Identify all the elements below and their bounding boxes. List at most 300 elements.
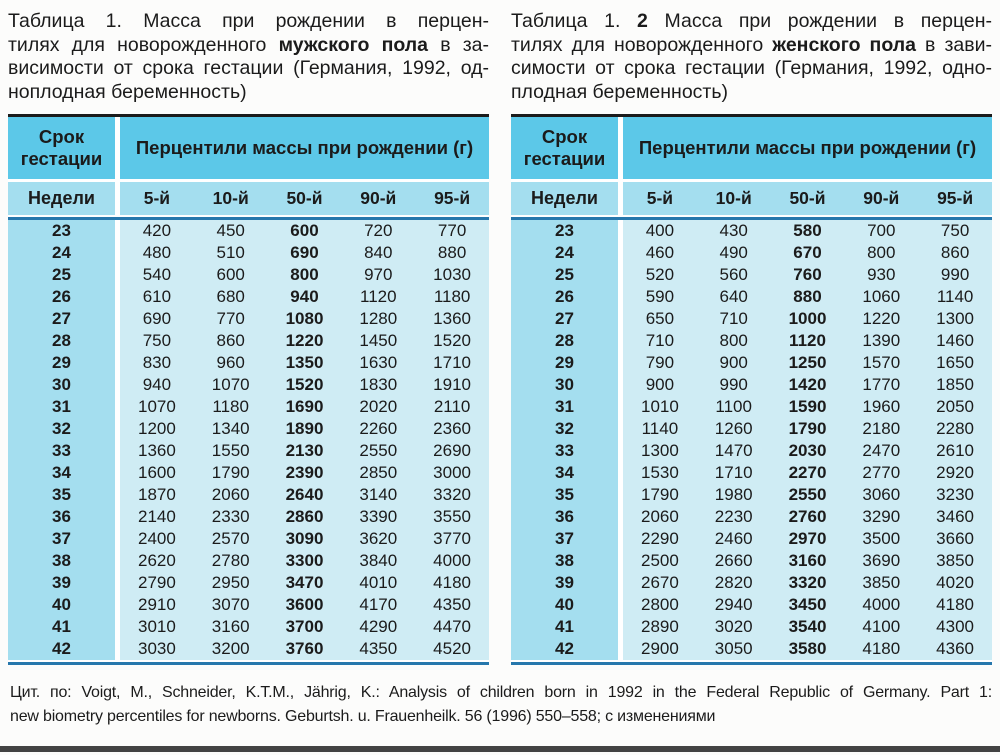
value-cell: 4520	[415, 638, 489, 660]
value-cell: 2820	[697, 572, 771, 594]
value-cell: 3600	[268, 594, 342, 616]
value-cell: 760	[771, 264, 845, 286]
value-cell: 2060	[623, 506, 697, 528]
value-cell: 2620	[120, 550, 194, 572]
table-row	[511, 352, 992, 374]
value-cell: 1650	[918, 352, 992, 374]
value-cell: 3200	[194, 638, 268, 660]
value-cell: 800	[844, 242, 918, 264]
value-cell: 3030	[120, 638, 194, 660]
value-cell: 1710	[415, 352, 489, 374]
value-cell: 650	[623, 308, 697, 330]
table-row	[511, 396, 992, 418]
value-cell: 990	[918, 264, 992, 286]
value-cell: 2550	[341, 440, 415, 462]
value-cell: 3690	[844, 550, 918, 572]
value-cell: 840	[341, 242, 415, 264]
value-cell: 4180	[918, 594, 992, 616]
value-cell: 1520	[415, 330, 489, 352]
value-cell: 880	[771, 286, 845, 308]
value-cell: 2130	[268, 440, 342, 462]
value-cell: 750	[120, 330, 194, 352]
value-cell: 1060	[844, 286, 918, 308]
value-cell: 3070	[194, 594, 268, 616]
value-cell: 1000	[771, 308, 845, 330]
week-cell: 32	[8, 418, 120, 440]
value-cell: 1360	[120, 440, 194, 462]
value-cell: 2020	[341, 396, 415, 418]
value-cell: 3020	[697, 616, 771, 638]
value-cell: 3140	[341, 484, 415, 506]
value-cell: 2030	[771, 440, 845, 462]
value-cell: 2230	[697, 506, 771, 528]
week-cell: 23	[8, 220, 120, 242]
value-cell: 4000	[844, 594, 918, 616]
percentile-col-header: 10-й	[697, 182, 771, 215]
table-row	[511, 330, 992, 352]
table-row	[8, 572, 489, 594]
value-cell: 2400	[120, 528, 194, 550]
value-cell: 1180	[194, 396, 268, 418]
value-cell: 610	[120, 286, 194, 308]
week-cell: 23	[511, 220, 623, 242]
value-cell: 1300	[623, 440, 697, 462]
value-cell: 1340	[194, 418, 268, 440]
value-cell: 2970	[771, 528, 845, 550]
value-cell: 930	[844, 264, 918, 286]
table-row	[8, 264, 489, 286]
value-cell: 3550	[415, 506, 489, 528]
value-cell: 690	[120, 308, 194, 330]
table-row	[511, 374, 992, 396]
value-cell: 3230	[918, 484, 992, 506]
value-cell: 1220	[268, 330, 342, 352]
week-cell: 41	[511, 616, 623, 638]
value-cell: 1830	[341, 374, 415, 396]
table-row	[511, 264, 992, 286]
table-title	[8, 10, 489, 106]
value-cell: 1360	[415, 308, 489, 330]
value-cell: 1140	[623, 418, 697, 440]
week-cell: 28	[8, 330, 120, 352]
table-title-line: Таблица 1. Масса при рождении в перцен-	[8, 10, 489, 32]
value-cell: 4350	[341, 638, 415, 660]
value-cell: 720	[341, 220, 415, 242]
value-cell: 880	[415, 242, 489, 264]
value-cell: 4180	[415, 572, 489, 594]
table-body	[511, 220, 992, 660]
value-cell: 2780	[194, 550, 268, 572]
week-cell: 27	[8, 308, 120, 330]
table-title-line: симости от срока гестации (Германия, 1992, одно-	[511, 57, 992, 79]
value-cell: 1300	[918, 308, 992, 330]
percentile-col-header: 90-й	[844, 182, 918, 215]
value-cell: 4300	[918, 616, 992, 638]
value-cell: 3000	[415, 462, 489, 484]
value-cell: 2500	[623, 550, 697, 572]
table-row	[8, 220, 489, 242]
value-cell: 2460	[697, 528, 771, 550]
value-cell: 750	[918, 220, 992, 242]
value-cell: 670	[771, 242, 845, 264]
value-cell: 2760	[771, 506, 845, 528]
value-cell: 940	[268, 286, 342, 308]
value-cell: 3320	[415, 484, 489, 506]
value-cell: 4180	[844, 638, 918, 660]
table-row	[8, 616, 489, 638]
citation-line: Цит. по: Voigt, M., Schneider, K.T.M., Jährig, K.: Analysis of children born in 1992 in the Federal Republic of Germany. Part 1:	[10, 684, 992, 701]
value-cell: 3540	[771, 616, 845, 638]
table-row	[511, 308, 992, 330]
value-cell: 2770	[844, 462, 918, 484]
table-body	[8, 220, 489, 660]
value-cell: 3390	[341, 506, 415, 528]
value-cell: 2330	[194, 506, 268, 528]
percentile-col-header: 50-й	[268, 182, 342, 215]
value-cell: 2950	[194, 572, 268, 594]
value-cell: 3770	[415, 528, 489, 550]
value-cell: 2290	[623, 528, 697, 550]
week-cell: 36	[511, 506, 623, 528]
value-cell: 4100	[844, 616, 918, 638]
week-cell: 42	[8, 638, 120, 660]
value-cell: 2470	[844, 440, 918, 462]
value-cell: 1350	[268, 352, 342, 374]
table-title-line: Таблица 1. 2 Масса при рождении в перцен-	[511, 10, 993, 32]
week-cell: 30	[511, 374, 623, 396]
value-cell: 2920	[918, 462, 992, 484]
value-cell: 560	[697, 264, 771, 286]
value-cell: 3760	[268, 638, 342, 660]
value-cell: 640	[697, 286, 771, 308]
value-cell: 3850	[844, 572, 918, 594]
value-cell: 1550	[194, 440, 268, 462]
value-cell: 2690	[415, 440, 489, 462]
table-row	[8, 396, 489, 418]
value-cell: 1690	[268, 396, 342, 418]
value-cell: 4010	[341, 572, 415, 594]
gestation-header-line1: Срок	[541, 126, 588, 147]
value-cell: 2280	[918, 418, 992, 440]
week-cell: 24	[8, 242, 120, 264]
value-cell: 1520	[268, 374, 342, 396]
value-cell: 1120	[771, 330, 845, 352]
table-row	[8, 374, 489, 396]
table-boys-block	[8, 10, 489, 665]
value-cell: 990	[697, 374, 771, 396]
gestation-header-line2: гестации	[20, 148, 103, 169]
value-cell: 1200	[120, 418, 194, 440]
value-cell: 1530	[623, 462, 697, 484]
table-row	[511, 506, 992, 528]
value-cell: 2270	[771, 462, 845, 484]
gestation-header-cell	[8, 117, 120, 179]
table-row	[511, 616, 992, 638]
value-cell: 1030	[415, 264, 489, 286]
value-cell: 3050	[697, 638, 771, 660]
week-cell: 26	[511, 286, 623, 308]
value-cell: 2610	[918, 440, 992, 462]
value-cell: 590	[623, 286, 697, 308]
week-cell: 33	[511, 440, 623, 462]
week-cell: 31	[8, 396, 120, 418]
value-cell: 770	[415, 220, 489, 242]
value-cell: 3500	[844, 528, 918, 550]
value-cell: 3090	[268, 528, 342, 550]
value-cell: 1250	[771, 352, 845, 374]
table-row	[511, 462, 992, 484]
table-row	[511, 440, 992, 462]
value-cell: 480	[120, 242, 194, 264]
value-cell: 1770	[844, 374, 918, 396]
value-cell: 3300	[268, 550, 342, 572]
value-cell: 1870	[120, 484, 194, 506]
value-cell: 1260	[697, 418, 771, 440]
table-row	[511, 638, 992, 660]
week-cell: 38	[511, 550, 623, 572]
value-cell: 400	[623, 220, 697, 242]
week-cell: 25	[511, 264, 623, 286]
value-cell: 680	[194, 286, 268, 308]
week-cell: 29	[8, 352, 120, 374]
value-cell: 2360	[415, 418, 489, 440]
value-cell: 2790	[120, 572, 194, 594]
value-cell: 2050	[918, 396, 992, 418]
value-cell: 970	[341, 264, 415, 286]
table-row	[511, 550, 992, 572]
value-cell: 2140	[120, 506, 194, 528]
value-cell: 3580	[771, 638, 845, 660]
two-column-layout	[8, 10, 992, 665]
week-cell: 36	[8, 506, 120, 528]
percentile-col-header: 5-й	[623, 182, 697, 215]
table-row	[8, 484, 489, 506]
table-row	[8, 330, 489, 352]
table-title-line: тилях для новорожденного мужского пола в за-	[8, 33, 490, 56]
value-cell: 3290	[844, 506, 918, 528]
value-cell: 1630	[341, 352, 415, 374]
table-bottom-rule	[8, 662, 489, 665]
value-cell: 2860	[268, 506, 342, 528]
week-cell: 31	[511, 396, 623, 418]
week-cell: 34	[8, 462, 120, 484]
value-cell: 900	[697, 352, 771, 374]
value-cell: 830	[120, 352, 194, 374]
week-cell: 34	[511, 462, 623, 484]
table-row	[8, 462, 489, 484]
value-cell: 4350	[415, 594, 489, 616]
value-cell: 1600	[120, 462, 194, 484]
value-cell: 3620	[341, 528, 415, 550]
value-cell: 1470	[697, 440, 771, 462]
value-cell: 940	[120, 374, 194, 396]
value-cell: 490	[697, 242, 771, 264]
week-cell: 24	[511, 242, 623, 264]
value-cell: 1790	[623, 484, 697, 506]
value-cell: 1070	[120, 396, 194, 418]
value-cell: 600	[194, 264, 268, 286]
citation-footer	[10, 681, 992, 729]
value-cell: 2850	[341, 462, 415, 484]
table-row	[8, 418, 489, 440]
week-cell: 40	[511, 594, 623, 616]
week-cell: 30	[8, 374, 120, 396]
value-cell: 1180	[415, 286, 489, 308]
value-cell: 3700	[268, 616, 342, 638]
table-row	[8, 308, 489, 330]
value-cell: 4020	[918, 572, 992, 594]
value-cell: 800	[268, 264, 342, 286]
week-cell: 29	[511, 352, 623, 374]
value-cell: 1570	[844, 352, 918, 374]
value-cell: 1280	[341, 308, 415, 330]
value-cell: 520	[623, 264, 697, 286]
table-row	[8, 506, 489, 528]
value-cell: 1080	[268, 308, 342, 330]
value-cell: 770	[194, 308, 268, 330]
value-cell: 3460	[918, 506, 992, 528]
week-cell: 35	[511, 484, 623, 506]
table-row	[8, 352, 489, 374]
weeks-header-cell: Недели	[511, 182, 623, 215]
value-cell: 1120	[341, 286, 415, 308]
value-cell: 2640	[268, 484, 342, 506]
value-cell: 2550	[771, 484, 845, 506]
percentiles-span-header: Перцентили массы при рождении (г)	[120, 117, 489, 179]
value-cell: 3470	[268, 572, 342, 594]
value-cell: 1790	[194, 462, 268, 484]
value-cell: 1980	[697, 484, 771, 506]
value-cell: 2800	[623, 594, 697, 616]
percentile-col-header: 5-й	[120, 182, 194, 215]
value-cell: 860	[194, 330, 268, 352]
table-title-line: плодная беременность)	[511, 80, 728, 103]
table-girls-block	[511, 10, 992, 665]
value-cell: 1790	[771, 418, 845, 440]
week-cell: 41	[8, 616, 120, 638]
value-cell: 3850	[918, 550, 992, 572]
gestation-header-line2: гестации	[523, 148, 606, 169]
value-cell: 420	[120, 220, 194, 242]
value-cell: 2110	[415, 396, 489, 418]
week-cell: 28	[511, 330, 623, 352]
table-row	[8, 594, 489, 616]
gestation-header-line1: Срок	[38, 126, 85, 147]
week-cell: 35	[8, 484, 120, 506]
value-cell: 690	[268, 242, 342, 264]
value-cell: 580	[771, 220, 845, 242]
value-cell: 540	[120, 264, 194, 286]
table-row	[511, 528, 992, 550]
week-cell: 38	[8, 550, 120, 572]
table-title	[511, 10, 992, 106]
value-cell: 2390	[268, 462, 342, 484]
value-cell: 2940	[697, 594, 771, 616]
table-header-row1	[511, 117, 992, 179]
weeks-header-cell: Недели	[8, 182, 120, 215]
value-cell: 2910	[120, 594, 194, 616]
value-cell: 1910	[415, 374, 489, 396]
value-cell: 3840	[341, 550, 415, 572]
table-title-line: ноплодная беременность)	[8, 80, 247, 103]
table-row	[511, 286, 992, 308]
value-cell: 460	[623, 242, 697, 264]
value-cell: 4360	[918, 638, 992, 660]
table-row	[8, 528, 489, 550]
value-cell: 790	[623, 352, 697, 374]
value-cell: 1890	[268, 418, 342, 440]
week-cell: 42	[511, 638, 623, 660]
value-cell: 3060	[844, 484, 918, 506]
table-row	[8, 440, 489, 462]
value-cell: 3660	[918, 528, 992, 550]
value-cell: 510	[194, 242, 268, 264]
percentile-table	[8, 114, 489, 665]
table-row	[8, 550, 489, 572]
value-cell: 4000	[415, 550, 489, 572]
week-cell: 32	[511, 418, 623, 440]
value-cell: 860	[918, 242, 992, 264]
value-cell: 1220	[844, 308, 918, 330]
value-cell: 600	[268, 220, 342, 242]
value-cell: 3160	[771, 550, 845, 572]
value-cell: 3160	[194, 616, 268, 638]
value-cell: 2260	[341, 418, 415, 440]
value-cell: 4170	[341, 594, 415, 616]
value-cell: 710	[623, 330, 697, 352]
percentile-col-header: 90-й	[341, 182, 415, 215]
week-cell: 39	[8, 572, 120, 594]
value-cell: 800	[697, 330, 771, 352]
table-row	[8, 638, 489, 660]
value-cell: 1100	[697, 396, 771, 418]
table-row	[511, 572, 992, 594]
value-cell: 1450	[341, 330, 415, 352]
value-cell: 1710	[697, 462, 771, 484]
value-cell: 2180	[844, 418, 918, 440]
value-cell: 1460	[918, 330, 992, 352]
value-cell: 450	[194, 220, 268, 242]
table-row	[8, 242, 489, 264]
value-cell: 900	[623, 374, 697, 396]
week-cell: 25	[8, 264, 120, 286]
scan-artifact-bar	[0, 746, 1000, 752]
value-cell: 1590	[771, 396, 845, 418]
value-cell: 960	[194, 352, 268, 374]
value-cell: 1010	[623, 396, 697, 418]
percentile-col-header: 50-й	[771, 182, 845, 215]
value-cell: 2570	[194, 528, 268, 550]
week-cell: 26	[8, 286, 120, 308]
week-cell: 39	[511, 572, 623, 594]
value-cell: 2890	[623, 616, 697, 638]
value-cell: 4470	[415, 616, 489, 638]
value-cell: 4290	[341, 616, 415, 638]
table-header-row1	[8, 117, 489, 179]
value-cell: 2060	[194, 484, 268, 506]
week-cell: 37	[8, 528, 120, 550]
value-cell: 3320	[771, 572, 845, 594]
week-cell: 40	[8, 594, 120, 616]
percentiles-span-header: Перцентили массы при рождении (г)	[623, 117, 992, 179]
percentile-col-header: 10-й	[194, 182, 268, 215]
gestation-header-cell	[511, 117, 623, 179]
week-cell: 27	[511, 308, 623, 330]
value-cell: 2660	[697, 550, 771, 572]
table-header-row2	[8, 182, 489, 215]
value-cell: 3010	[120, 616, 194, 638]
percentile-col-header: 95-й	[918, 182, 992, 215]
